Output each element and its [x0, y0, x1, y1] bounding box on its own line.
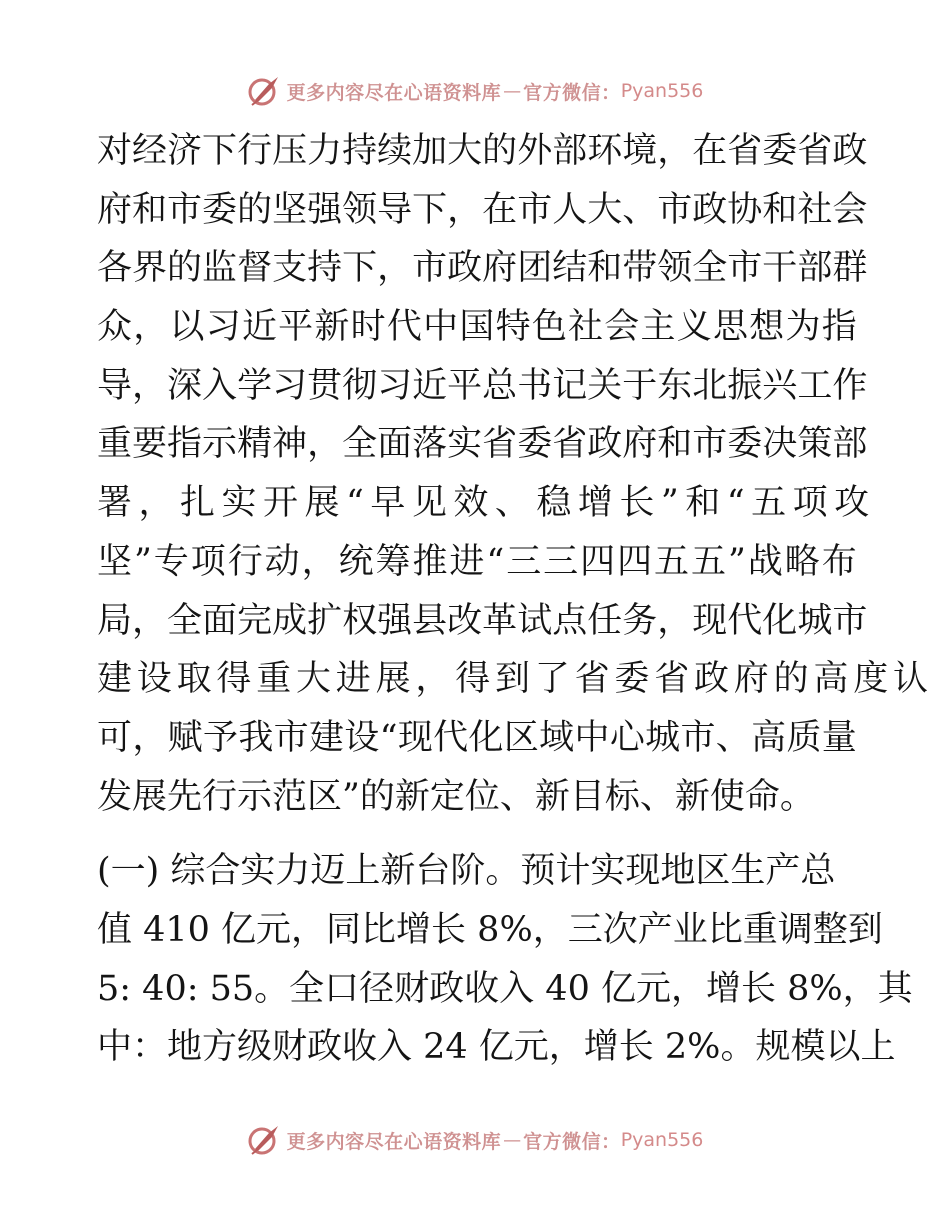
text-line: 建设取得重大进展，得到了省委省政府的高度认 — [97, 659, 933, 700]
text-line: 中：地方级财政收入 24 亿元，增长 2%。规模以上 — [97, 1027, 896, 1068]
text-line: 导 ， 深 入 学 习 贯 彻 习 近 平 总 书 记 关 于 东 北 振 兴 工 作 — [97, 365, 868, 406]
text-line: 对 经 济 下 行 压 力 持 续 加 大 的 外 部 环 境 ， 在 省 委 省 政 — [97, 131, 868, 171]
paragraph — [97, 842, 913, 1077]
text-line: 署，扎实开展“早见效、稳增长”和“五项攻 — [97, 483, 876, 524]
text-line: 各 界 的 监 督 支 持 下 ， 市 政 府 团 结 和 带 领 全 市 干 部 群 — [97, 248, 868, 289]
watermark-wechat-label: 官方微信： — [523, 81, 621, 104]
watermark-wechat-label: 官方微信： — [523, 1130, 621, 1153]
text-line: 5: 40: 55。全口径财政收入 40 亿元，增长 8%，其 — [97, 968, 913, 1009]
text-line: 值 410 亿元，同比增长 8%，三次产业比重调整到 — [97, 909, 883, 950]
text-line: 局 ， 全 面 完 成 扩 权 强 县 改 革 试 点 任 务 ， 现 代 化 城 市 — [97, 600, 868, 641]
text-line: 众 ， 以 习 近 平 新 时 代 中 国 特 色 社 会 主 义 思 想 为 指 — [97, 307, 857, 348]
watermark-header — [0, 71, 950, 111]
watermark-text: 更多内容尽在心语资料库 — [286, 1130, 502, 1153]
text-line: 可 ， 赋 予 我 市 建 设 “ 现 代 化 区 域 中 心 城 市 、 高 质 量 — [97, 717, 857, 758]
watermark-wechat-id: Pyan556 — [620, 80, 704, 102]
document-body — [97, 122, 933, 1077]
text-line: 发展先行示范区”的新定位、新目标、新使命。 — [97, 776, 815, 817]
watermark-footer — [0, 1120, 950, 1160]
watermark-separator: — — [503, 80, 522, 102]
text-line: 重 要 指 示 精 神 ， 全 面 落 实 省 委 省 政 府 和 市 委 决 策 部 — [97, 424, 868, 465]
paragraph-gap — [97, 826, 857, 842]
watermark-separator: — — [503, 1129, 522, 1151]
quill-logo-icon — [247, 1123, 285, 1157]
text-line: 坚 ” 专 项 行 动 ， 统 筹 推 进 “ 三 三 四 四 五 五 ” 战 略 布 — [97, 541, 857, 582]
watermark-text: 更多内容尽在心语资料库 — [286, 81, 502, 104]
watermark-wechat-id: Pyan556 — [620, 1129, 704, 1151]
text-line: 府 和 市 委 的 坚 强 领 导 下 ， 在 市 人 大 、 市 政 协 和 社 会 — [97, 189, 868, 230]
quill-logo-icon — [247, 74, 285, 108]
paragraph — [97, 122, 933, 826]
text-line: (一) 综合实力迈上新台阶。预计实现地区生产总 — [97, 851, 836, 892]
